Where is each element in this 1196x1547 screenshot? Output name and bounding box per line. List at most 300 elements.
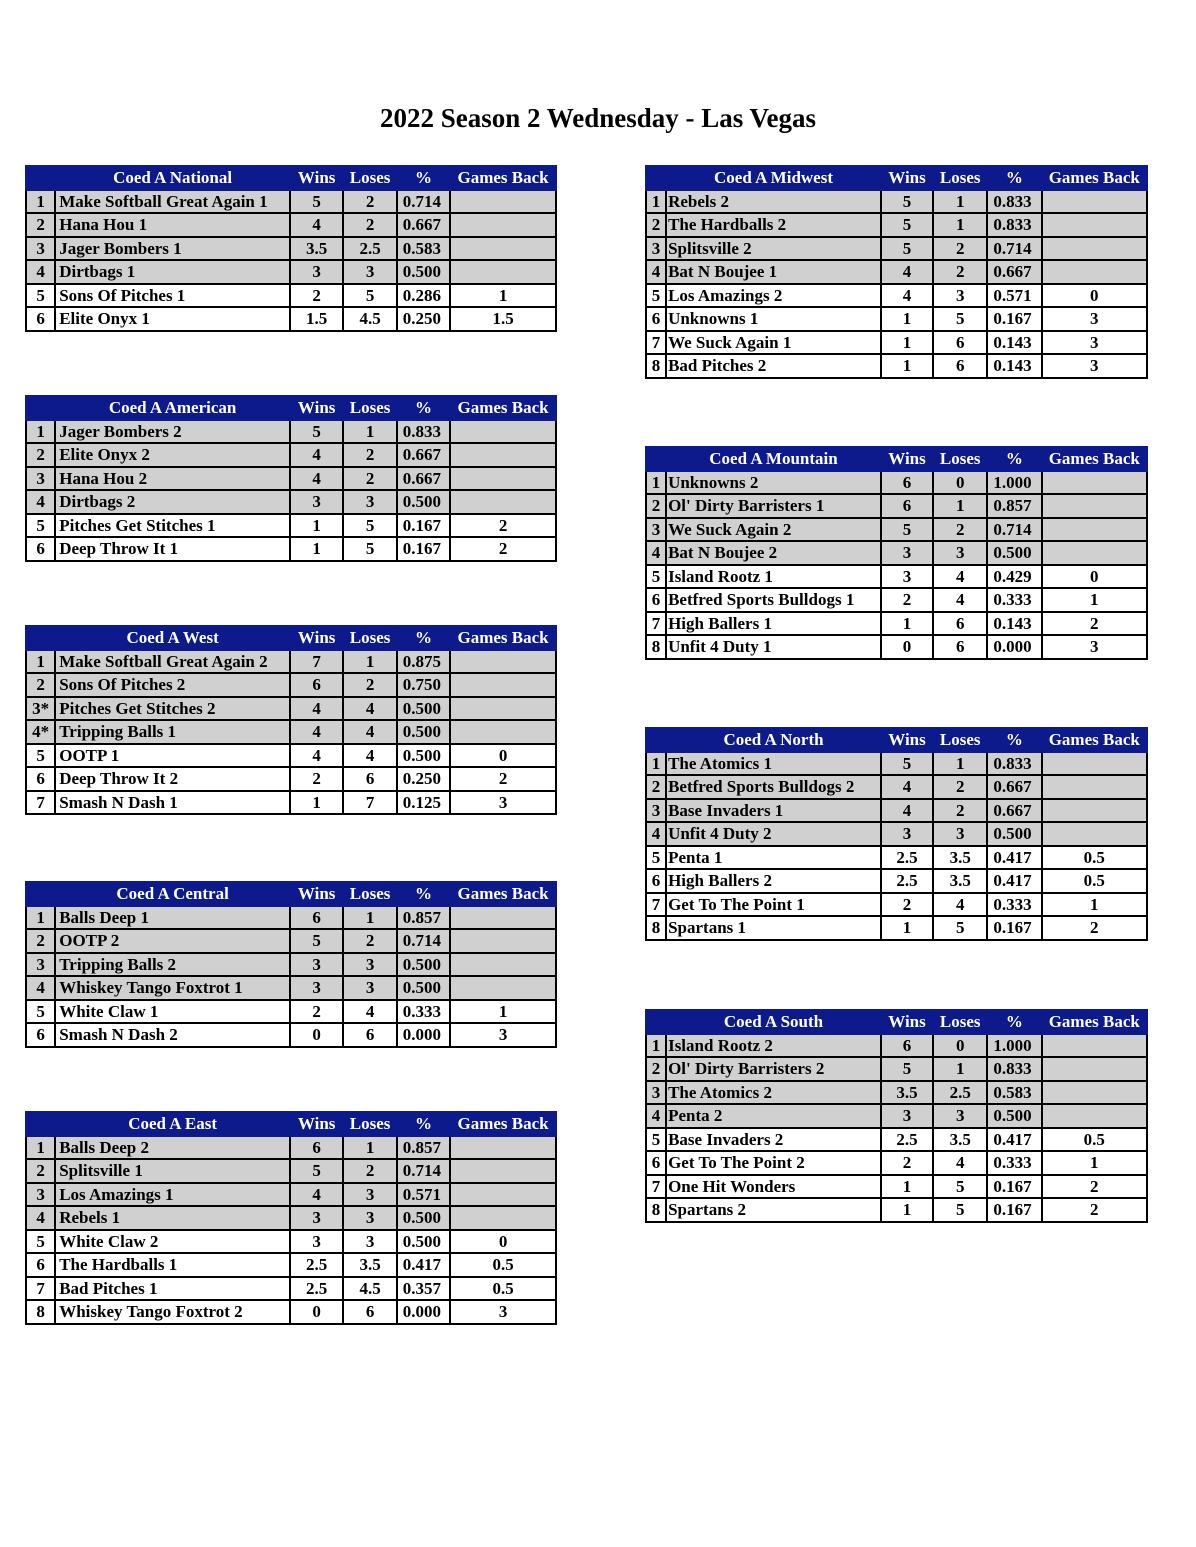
team-name-cell: Sons Of Pitches 2 [55, 673, 290, 697]
pct-cell: 0.857 [987, 494, 1041, 518]
rank-cell: 6 [646, 869, 666, 893]
wins-cell: 1 [881, 1175, 933, 1199]
header-row [26, 882, 556, 906]
division-table-american [25, 395, 557, 562]
wins-cell: 4 [290, 213, 343, 237]
table-row [646, 846, 1147, 870]
table-row [26, 976, 556, 1000]
table-row [26, 1159, 556, 1183]
table-row [646, 1128, 1147, 1152]
wins-header: Wins [881, 166, 933, 190]
loses-cell: 1 [343, 650, 396, 674]
loses-cell: 1 [343, 420, 396, 444]
games-back-cell: 0.5 [1042, 1128, 1147, 1152]
pct-cell: 0.571 [397, 1183, 450, 1207]
pct-cell: 0.500 [987, 1104, 1041, 1128]
games-back-cell: 2 [1042, 612, 1147, 636]
games-back-cell [1042, 213, 1147, 237]
wins-cell: 3.5 [881, 1081, 933, 1105]
table-row [646, 354, 1147, 378]
team-name-cell: Splitsville 1 [55, 1159, 290, 1183]
wins-cell: 2.5 [881, 846, 933, 870]
division-name: Coed A Central [55, 882, 290, 906]
games-back-cell [450, 1136, 556, 1160]
games-back-cell [450, 190, 556, 214]
table-row [26, 443, 556, 467]
table-row [646, 775, 1147, 799]
loses-cell: 3 [343, 976, 396, 1000]
team-name-cell: Pitches Get Stitches 2 [55, 697, 290, 721]
wins-cell: 5 [881, 237, 933, 261]
rank-header [26, 1112, 55, 1136]
pct-cell: 0.500 [987, 822, 1041, 846]
loses-cell: 6 [933, 331, 987, 355]
team-name-cell: Unfit 4 Duty 1 [666, 635, 881, 659]
rank-cell: 7 [646, 331, 666, 355]
pct-cell: 0.000 [397, 1300, 450, 1324]
table-row [646, 284, 1147, 308]
loses-cell: 3.5 [933, 1128, 987, 1152]
games-back-cell: 1 [1042, 588, 1147, 612]
rank-cell: 1 [26, 650, 55, 674]
team-name-cell: Bat N Boujee 2 [666, 541, 881, 565]
team-name-cell: Jager Bombers 1 [55, 237, 290, 261]
pct-cell: 0.571 [987, 284, 1041, 308]
rank-cell: 1 [646, 471, 666, 495]
wins-cell: 4 [290, 720, 343, 744]
table-row [26, 791, 556, 815]
pct-cell: 1.000 [987, 1034, 1041, 1058]
table-row [646, 237, 1147, 261]
rank-cell: 3* [26, 697, 55, 721]
pct-header: % [987, 447, 1041, 471]
wins-cell: 6 [290, 1136, 343, 1160]
rank-cell: 4* [26, 720, 55, 744]
team-name-cell: Deep Throw It 1 [55, 537, 290, 561]
loses-cell: 5 [343, 284, 396, 308]
wins-cell: 1 [881, 331, 933, 355]
table-row [646, 260, 1147, 284]
games-back-cell [450, 213, 556, 237]
loses-cell: 4 [933, 565, 987, 589]
games-back-cell: 3 [1042, 331, 1147, 355]
rank-cell: 1 [26, 1136, 55, 1160]
pct-cell: 0.250 [397, 767, 450, 791]
rank-cell: 5 [26, 744, 55, 768]
wins-cell: 1 [881, 1198, 933, 1222]
table-row [26, 190, 556, 214]
pct-cell: 0.857 [397, 1136, 450, 1160]
team-name-cell: Ol' Dirty Barristers 1 [666, 494, 881, 518]
team-name-cell: The Atomics 2 [666, 1081, 881, 1105]
table-row [26, 284, 556, 308]
wins-cell: 2 [881, 893, 933, 917]
loses-cell: 5 [933, 307, 987, 331]
wins-header: Wins [290, 626, 343, 650]
loses-cell: 2 [343, 929, 396, 953]
rank-cell: 3 [26, 467, 55, 491]
wins-cell: 4 [881, 284, 933, 308]
header-row [26, 166, 556, 190]
wins-cell: 0 [290, 1023, 343, 1047]
games-back-cell [450, 1183, 556, 1207]
games-back-cell [1042, 752, 1147, 776]
pct-cell: 0.500 [397, 260, 450, 284]
table-row [646, 331, 1147, 355]
rank-cell: 5 [26, 1230, 55, 1254]
table-row [26, 490, 556, 514]
loses-cell: 4 [933, 588, 987, 612]
rank-cell: 1 [26, 906, 55, 930]
table-row [646, 822, 1147, 846]
wins-cell: 3 [290, 260, 343, 284]
wins-cell: 6 [881, 1034, 933, 1058]
wins-cell: 3 [881, 565, 933, 589]
pct-cell: 0.667 [987, 799, 1041, 823]
rank-cell: 6 [646, 588, 666, 612]
table-row [646, 565, 1147, 589]
wins-cell: 0 [290, 1300, 343, 1324]
games-back-header: Games Back [1042, 447, 1147, 471]
loses-cell: 1 [933, 213, 987, 237]
wins-cell: 4 [881, 775, 933, 799]
table-row [26, 929, 556, 953]
team-name-cell: The Hardballs 2 [666, 213, 881, 237]
table-row [646, 1104, 1147, 1128]
rank-cell: 2 [646, 775, 666, 799]
rank-cell: 4 [26, 260, 55, 284]
table-row [646, 893, 1147, 917]
wins-cell: 2.5 [881, 1128, 933, 1152]
rank-cell: 1 [646, 752, 666, 776]
loses-cell: 3 [343, 1230, 396, 1254]
team-name-cell: Bat N Boujee 1 [666, 260, 881, 284]
pct-cell: 0.667 [397, 467, 450, 491]
rank-cell: 6 [646, 307, 666, 331]
pct-header: % [397, 626, 450, 650]
table-row [646, 1034, 1147, 1058]
games-back-header: Games Back [450, 626, 556, 650]
games-back-cell [1042, 1104, 1147, 1128]
loses-cell: 2 [343, 673, 396, 697]
games-back-cell: 3 [1042, 307, 1147, 331]
loses-cell: 2 [933, 799, 987, 823]
loses-cell: 3.5 [933, 869, 987, 893]
pct-header: % [397, 166, 450, 190]
loses-cell: 2 [933, 237, 987, 261]
rank-cell: 7 [26, 791, 55, 815]
pct-cell: 0.667 [987, 260, 1041, 284]
games-back-cell [1042, 1081, 1147, 1105]
wins-header: Wins [290, 882, 343, 906]
pct-cell: 0.500 [397, 490, 450, 514]
team-name-cell: Betfred Sports Bulldogs 2 [666, 775, 881, 799]
rank-cell: 6 [26, 767, 55, 791]
team-name-cell: Ol' Dirty Barristers 2 [666, 1057, 881, 1081]
games-back-cell: 3 [1042, 354, 1147, 378]
games-back-cell: 0 [1042, 284, 1147, 308]
table-row [26, 514, 556, 538]
team-name-cell: Hana Hou 1 [55, 213, 290, 237]
pct-cell: 0.417 [987, 869, 1041, 893]
loses-cell: 1 [933, 1057, 987, 1081]
games-back-cell [450, 929, 556, 953]
games-back-cell [450, 953, 556, 977]
loses-cell: 2 [933, 518, 987, 542]
table-row [26, 537, 556, 561]
games-back-cell: 1 [450, 284, 556, 308]
games-back-cell: 3 [450, 1023, 556, 1047]
table-row [26, 307, 556, 331]
table-row [26, 1206, 556, 1230]
rank-cell: 2 [646, 1057, 666, 1081]
games-back-cell [450, 420, 556, 444]
rank-cell: 8 [646, 1198, 666, 1222]
rank-cell: 7 [646, 1175, 666, 1199]
loses-cell: 4.5 [343, 1277, 396, 1301]
rank-cell: 4 [26, 490, 55, 514]
loses-cell: 3 [933, 822, 987, 846]
wins-cell: 4 [290, 744, 343, 768]
games-back-cell [1042, 471, 1147, 495]
loses-cell: 6 [343, 1023, 396, 1047]
pct-cell: 0.500 [397, 953, 450, 977]
pct-cell: 0.333 [987, 893, 1041, 917]
team-name-cell: Rebels 2 [666, 190, 881, 214]
rank-cell: 7 [26, 1277, 55, 1301]
loses-cell: 1 [343, 906, 396, 930]
loses-cell: 4 [343, 697, 396, 721]
loses-cell: 5 [933, 916, 987, 940]
rank-cell: 2 [26, 673, 55, 697]
games-back-cell [1042, 1057, 1147, 1081]
division-name: Coed A Mountain [666, 447, 881, 471]
team-name-cell: Betfred Sports Bulldogs 1 [666, 588, 881, 612]
team-name-cell: The Atomics 1 [666, 752, 881, 776]
team-name-cell: Island Rootz 1 [666, 565, 881, 589]
pct-cell: 0.167 [987, 1175, 1041, 1199]
table-row [26, 1000, 556, 1024]
loses-cell: 1 [343, 1136, 396, 1160]
games-back-cell [1042, 494, 1147, 518]
games-back-cell [450, 720, 556, 744]
rank-cell: 5 [646, 565, 666, 589]
table-row [26, 213, 556, 237]
division-name: Coed A West [55, 626, 290, 650]
division-name: Coed A South [666, 1010, 881, 1034]
team-name-cell: High Ballers 2 [666, 869, 881, 893]
pct-cell: 0.143 [987, 354, 1041, 378]
team-name-cell: Unknowns 1 [666, 307, 881, 331]
division-table-north [645, 727, 1148, 941]
table-row [26, 767, 556, 791]
pct-cell: 1.000 [987, 471, 1041, 495]
pct-cell: 0.167 [397, 537, 450, 561]
pct-cell: 0.167 [987, 916, 1041, 940]
games-back-cell [450, 650, 556, 674]
table-row [26, 744, 556, 768]
loses-header: Loses [933, 728, 987, 752]
loses-cell: 5 [933, 1198, 987, 1222]
games-back-cell: 2 [1042, 1175, 1147, 1199]
rank-header [646, 447, 666, 471]
pct-cell: 0.500 [987, 541, 1041, 565]
pct-cell: 0.357 [397, 1277, 450, 1301]
pct-cell: 0.417 [987, 1128, 1041, 1152]
pct-header: % [987, 1010, 1041, 1034]
pct-cell: 0.714 [397, 929, 450, 953]
team-name-cell: Los Amazings 2 [666, 284, 881, 308]
loses-cell: 3 [933, 284, 987, 308]
wins-header: Wins [290, 1112, 343, 1136]
wins-cell: 1 [881, 307, 933, 331]
loses-header: Loses [933, 1010, 987, 1034]
loses-header: Loses [933, 447, 987, 471]
division-name: Coed A National [55, 166, 290, 190]
header-row [646, 1010, 1147, 1034]
rank-cell: 5 [646, 846, 666, 870]
loses-cell: 5 [933, 1175, 987, 1199]
games-back-cell [1042, 541, 1147, 565]
wins-cell: 4 [290, 697, 343, 721]
table-row [646, 612, 1147, 636]
games-back-cell: 1 [450, 1000, 556, 1024]
games-back-cell [450, 260, 556, 284]
loses-cell: 3 [933, 541, 987, 565]
pct-cell: 0.667 [397, 213, 450, 237]
rank-cell: 7 [646, 893, 666, 917]
table-row [26, 697, 556, 721]
team-name-cell: Unknowns 2 [666, 471, 881, 495]
rank-cell: 1 [26, 420, 55, 444]
loses-cell: 2.5 [933, 1081, 987, 1105]
games-back-cell [450, 673, 556, 697]
team-name-cell: Whiskey Tango Foxtrot 2 [55, 1300, 290, 1324]
rank-cell: 1 [646, 1034, 666, 1058]
pct-cell: 0.500 [397, 720, 450, 744]
games-back-cell: 3 [450, 1300, 556, 1324]
division-table-central [25, 881, 557, 1048]
table-row [646, 869, 1147, 893]
games-back-cell [1042, 775, 1147, 799]
pct-cell: 0.250 [397, 307, 450, 331]
games-back-header: Games Back [450, 166, 556, 190]
table-row [646, 1057, 1147, 1081]
games-back-cell: 1 [1042, 1151, 1147, 1175]
wins-cell: 1 [290, 791, 343, 815]
table-row [646, 494, 1147, 518]
division-table-south [645, 1009, 1148, 1223]
table-row [26, 237, 556, 261]
loses-cell: 1 [933, 494, 987, 518]
loses-cell: 0 [933, 471, 987, 495]
wins-cell: 7 [290, 650, 343, 674]
wins-cell: 4 [290, 467, 343, 491]
wins-header: Wins [881, 1010, 933, 1034]
header-row [26, 626, 556, 650]
loses-cell: 2 [343, 190, 396, 214]
pct-header: % [397, 1112, 450, 1136]
team-name-cell: Dirtbags 2 [55, 490, 290, 514]
games-back-cell: 2 [450, 514, 556, 538]
rank-cell: 3 [646, 237, 666, 261]
team-name-cell: Get To The Point 2 [666, 1151, 881, 1175]
wins-cell: 1 [290, 514, 343, 538]
games-back-cell [450, 237, 556, 261]
wins-cell: 5 [881, 190, 933, 214]
rank-cell: 5 [26, 284, 55, 308]
rank-cell: 6 [26, 1253, 55, 1277]
header-row [646, 447, 1147, 471]
rank-cell: 6 [646, 1151, 666, 1175]
division-table-east [25, 1111, 557, 1325]
table-row [646, 635, 1147, 659]
table-row [26, 906, 556, 930]
loses-cell: 5 [343, 537, 396, 561]
table-row [646, 916, 1147, 940]
rank-cell: 6 [26, 307, 55, 331]
team-name-cell: Balls Deep 2 [55, 1136, 290, 1160]
team-name-cell: Tripping Balls 2 [55, 953, 290, 977]
wins-header: Wins [290, 396, 343, 420]
wins-cell: 6 [881, 494, 933, 518]
pct-cell: 0.333 [987, 588, 1041, 612]
loses-cell: 3 [343, 1183, 396, 1207]
team-name-cell: Whiskey Tango Foxtrot 1 [55, 976, 290, 1000]
games-back-cell: 2 [450, 767, 556, 791]
team-name-cell: Jager Bombers 2 [55, 420, 290, 444]
pct-header: % [987, 728, 1041, 752]
games-back-cell [450, 1159, 556, 1183]
pct-cell: 0.714 [397, 190, 450, 214]
wins-cell: 3 [290, 953, 343, 977]
team-name-cell: OOTP 2 [55, 929, 290, 953]
table-row [26, 1277, 556, 1301]
pct-cell: 0.500 [397, 1230, 450, 1254]
wins-cell: 1 [881, 916, 933, 940]
wins-cell: 2 [881, 588, 933, 612]
rank-cell: 1 [646, 190, 666, 214]
table-row [26, 720, 556, 744]
rank-cell: 5 [646, 1128, 666, 1152]
games-back-cell: 3 [450, 791, 556, 815]
team-name-cell: Elite Onyx 1 [55, 307, 290, 331]
loses-cell: 2 [343, 443, 396, 467]
division-table-midwest [645, 165, 1148, 379]
team-name-cell: Smash N Dash 2 [55, 1023, 290, 1047]
header-row [26, 1112, 556, 1136]
division-name: Coed A North [666, 728, 881, 752]
games-back-cell [450, 697, 556, 721]
loses-cell: 2 [933, 775, 987, 799]
games-back-cell: 0.5 [450, 1253, 556, 1277]
pct-cell: 0.417 [987, 846, 1041, 870]
header-row [646, 166, 1147, 190]
team-name-cell: Tripping Balls 1 [55, 720, 290, 744]
loses-cell: 0 [933, 1034, 987, 1058]
team-name-cell: Penta 1 [666, 846, 881, 870]
team-name-cell: Spartans 1 [666, 916, 881, 940]
rank-cell: 6 [26, 537, 55, 561]
wins-cell: 2.5 [881, 869, 933, 893]
rank-header [26, 882, 55, 906]
wins-cell: 3 [290, 490, 343, 514]
team-name-cell: We Suck Again 2 [666, 518, 881, 542]
pct-cell: 0.714 [987, 237, 1041, 261]
table-row [646, 1175, 1147, 1199]
team-name-cell: Dirtbags 1 [55, 260, 290, 284]
division-table-national [25, 165, 557, 332]
